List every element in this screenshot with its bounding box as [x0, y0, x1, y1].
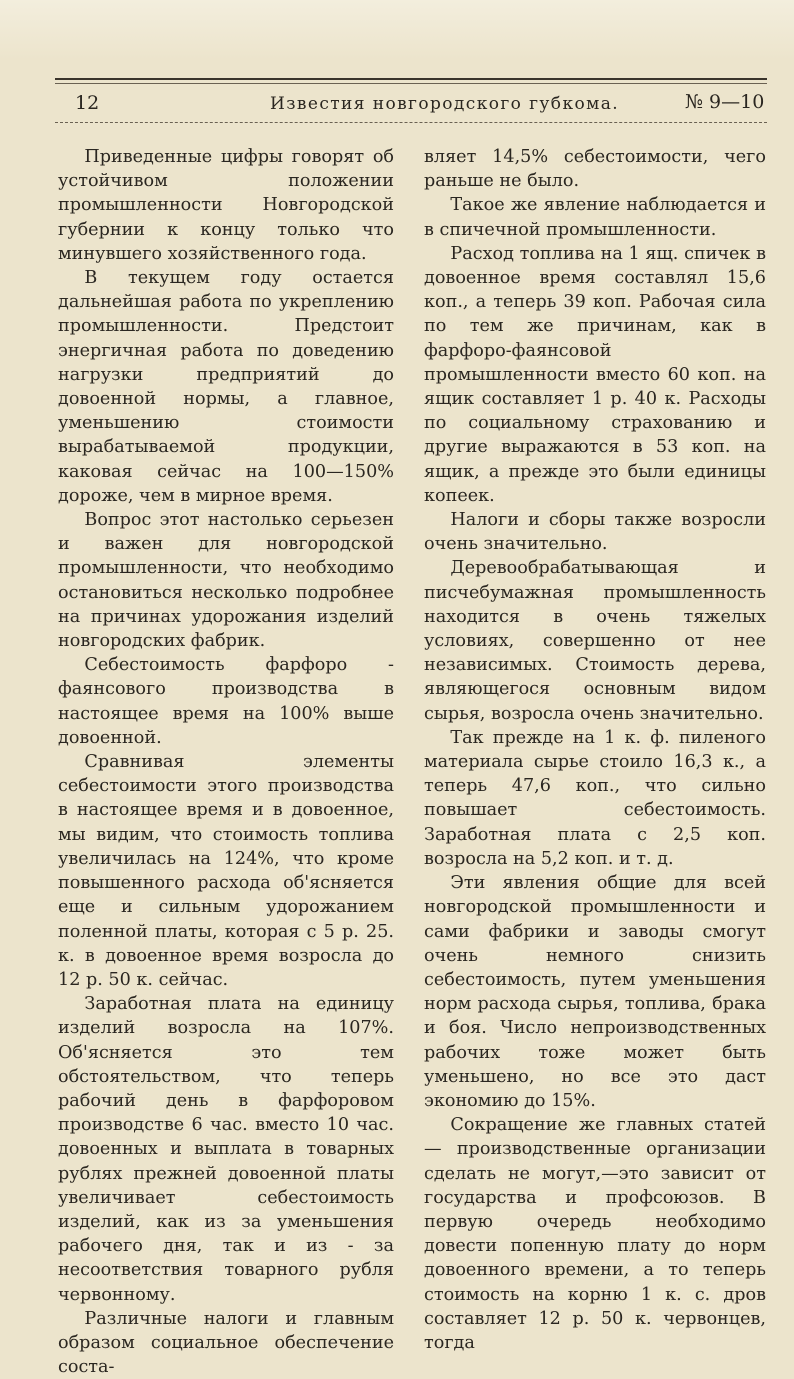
page-header [55, 78, 767, 124]
header-top-rule [55, 78, 767, 80]
paragraph: Различные налоги и главным образом социальное обеспечение соста- [58, 1308, 394, 1378]
journal-title: Известия новгородского губкома. [270, 94, 620, 114]
paragraph: Так прежде на 1 к. ф. пиленого материала сырье стоило 16,3 к., а теперь 47,6 коп., что сильно повышает себестоимость. Заработная плата с 2,5 коп. возросла на 5,2 коп. и т. д. [424, 727, 766, 869]
header-bottom-rule [55, 122, 767, 123]
paragraph: Вопрос этот настолько серьезен и важен для новгородской промышленности, что необходимо остановиться несколько подробнее на причинах удорожания изделий новгородских фабрик. [58, 510, 394, 652]
paragraph: Деревообрабатывающая и писчебумажная промышленность находится в очень тяжелых условиях, совершенно от нее независимых. Стоимость дерева, являющегося основным видом сырья, возросла очень значительно. [424, 558, 766, 724]
paragraph: Приведенные цифры говорят об устойчивом положении промышленности Новгородской губернии к концу только что минувшего хозяйственного года. [58, 147, 394, 264]
paragraph: Сравнивая элементы себестоимости этого производства в настоящее время и в довоенное, мы видим, что стоимость топлива увеличилась на 124%, что кроме повышенного расхода об'ясняется еще и сильным удорожанием поленной платы, которая с 5 р. 25. к. в довоенное время возросла до 12 р. 50 к. сейчас. [58, 752, 394, 990]
paragraph: Себестоимость фарфоро - фаянсового производства в настоящее время на 100% выше довоенной. [58, 655, 394, 748]
page-number: 12 [75, 92, 100, 114]
paragraph: Сокращение же главных статей — производственные организации сделать не могут,—это зависит от государства и профсоюзов. В первую очередь необходимо довести попенную плату до норм довоенного времени, а то теперь стоимость на корню 1 к. с. дров составляет 12 р. 50 к. червонцев, тогда [424, 1115, 766, 1353]
paragraph: Такое же явление наблюдается и в спичечной промышленности. [424, 195, 766, 240]
page-top-edge [0, 0, 794, 60]
header-top-rule-thin [55, 83, 767, 84]
right-column [424, 145, 766, 1355]
left-column [58, 145, 394, 1379]
paragraph: Расход топлива на 1 ящ. спичек в довоенное время составлял 15,6 коп., а теперь 39 коп. Рабочая сила по тем же причинам, как в фарфоро-фаянсовой промышленности вместо 60 коп. на ящик составляет 1 р. 40 к. Расходы по социальному страхованию и другие выражаются в 53 коп. на ящик, а прежде это были единицы копеек. [424, 243, 766, 506]
paragraph-continuation: вляет 14,5% себестоимости, чего раньше не было. [424, 147, 766, 192]
paragraph: Заработная плата на единицу изделий возросла на 107%. Об'ясняется это тем обстоятельством, что теперь рабочий день в фарфоровом производстве 6 час. вместо 10 час. довоенных и выплата в товарных рублях прежней довоенной платы увеличивает себестоимость изделий, как из за уменьшения рабочего дня, так и из - за несоответствия товарного рубля червонному. [58, 994, 394, 1305]
paragraph: Эти явления общие для всей новгородской промышленности и сами фабрики и заводы смогут очень немного снизить себестоимость, путем уменьшения норм расхода сырья, топлива, брака и боя. Число непроизводственных рабочих тоже может быть уменьшено, но все это даст экономию до 15%. [424, 873, 766, 1111]
paragraph: В текущем году остается дальнейшая работа по укреплению промышленности. Предстоит энергичная работа по доведению нагрузки предприятий до довоенной нормы, а главное, уменьшению стоимости вырабатываемой продукции, каковая сейчас на 100—150% дороже, чем в мирное время. [58, 268, 394, 506]
paragraph: Налоги и сборы также возросли очень значительно. [424, 510, 766, 555]
issue-number: № 9—10 [685, 91, 765, 113]
